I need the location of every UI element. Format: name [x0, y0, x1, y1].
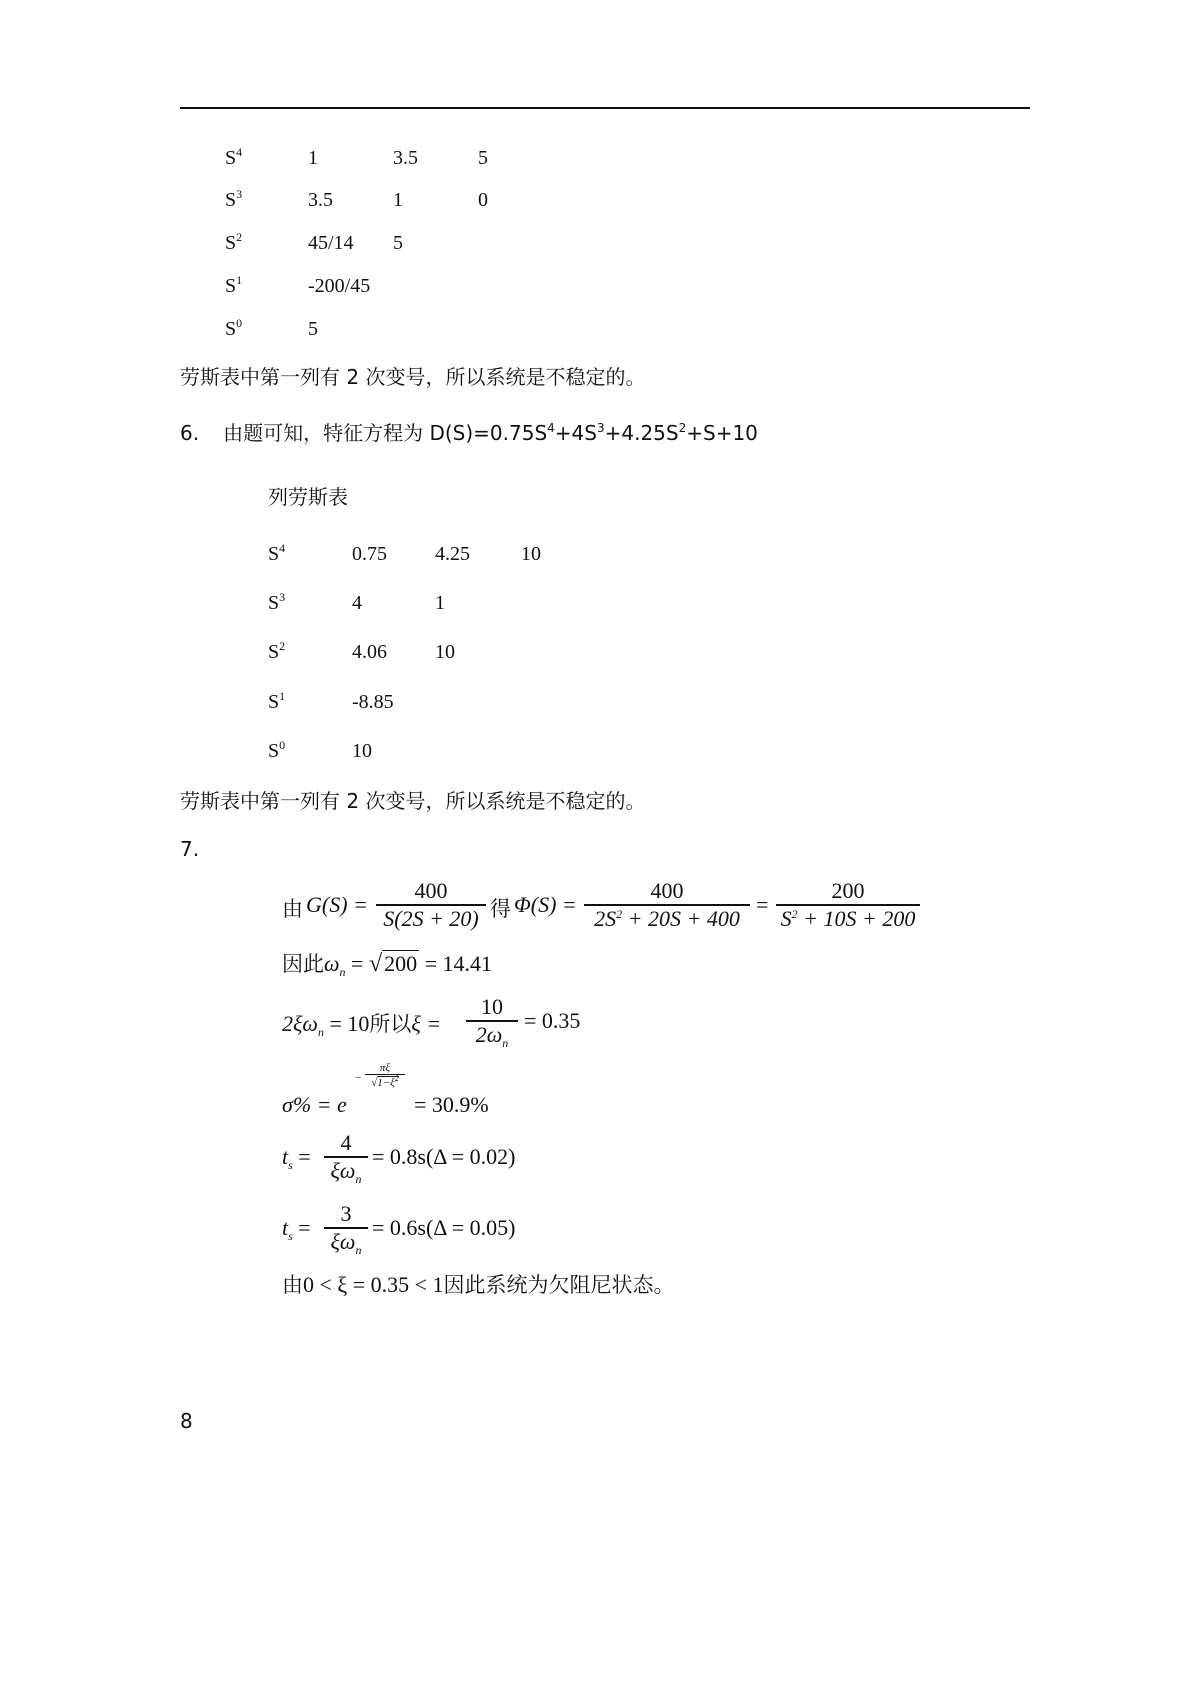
underdamped-conclusion: 由0 < ξ = 0.35 < 1因此系统为欠阻尼状态。 — [282, 1272, 675, 1297]
phi-fraction: 400 $2S^2 + 20S + 400$ — [584, 878, 750, 932]
routh-1-conclusion: 劳斯表中第一列有 2 次变号，所以系统是不稳定的。 — [180, 365, 646, 389]
ts-fraction: 3 $\xi\omega_n$ — [324, 1201, 368, 1255]
ts-fraction: 4 $\xi\omega_n$ — [324, 1130, 368, 1184]
xi-fraction: 10 $2\omega_n$ — [466, 994, 518, 1048]
problem-7-number: 7. — [180, 837, 200, 861]
phi-simplified-fraction: 200 $S^2 + 10S + 200$ — [776, 878, 920, 932]
problem-6-conclusion: 劳斯表中第一列有 2 次变号，所以系统是不稳定的。 — [180, 789, 646, 813]
problem-8-number: 8 — [180, 1409, 193, 1433]
header-rule — [180, 107, 1030, 109]
g-fraction: 400 S(2S + 20) — [376, 878, 486, 932]
routh-table-heading: 列劳斯表 — [268, 485, 348, 509]
document-page: $S^4$ 1 3.5 5 $S^3$ 3.5 1 0 $S^2$ 45/14 5 $S^1$ -200/45 $S^0$ 5 劳斯表中第一列有 2 次变号，所以系统是不稳定的。 6. 由题可知，特征方程为 $D(S)=0.75S^4+4S^3+4.25S^2+S+10$ 列劳斯表 $S^4$ 0.75 4.25 10 $S^3$ 4 1 $S^2$ 4.06 10 $S^1$ -8.85 $S^0$ 10 劳斯表中第一列有 2 次变号，所以系统是不稳定的。 7. 由 G(S) = 400 S(2S + 20) 得 Φ(S) = 400 $2S^2 + 20S + 400$ = 200 $S^2 + 10S + 200$ 因此$\omega_n = √200 = 14.41$ $2\xi\omega_n = 10$所以ξ = 10 $2\omega_n$ = 0.35 σ% = e − πξ $√1-\xi^2$ = 30.9% $t_s$ = 4 $\xi\omega_n$ = 0.8s(Δ = 0.02) $t_s$ = 3 $\xi\omega_n$ = 0.6s(Δ = 0.05) 由0 < ξ = 0.35 < 1因此系统为欠阻尼状态。 8 — [0, 0, 1191, 1684]
natural-frequency-line: 因此$\omega_n = √200 = 14.41$ — [282, 951, 493, 979]
problem-6-statement: 6. 由题可知，特征方程为 $D(S)=0.75S^4+4S^3+4.25S^2+S+10$ — [180, 421, 758, 445]
